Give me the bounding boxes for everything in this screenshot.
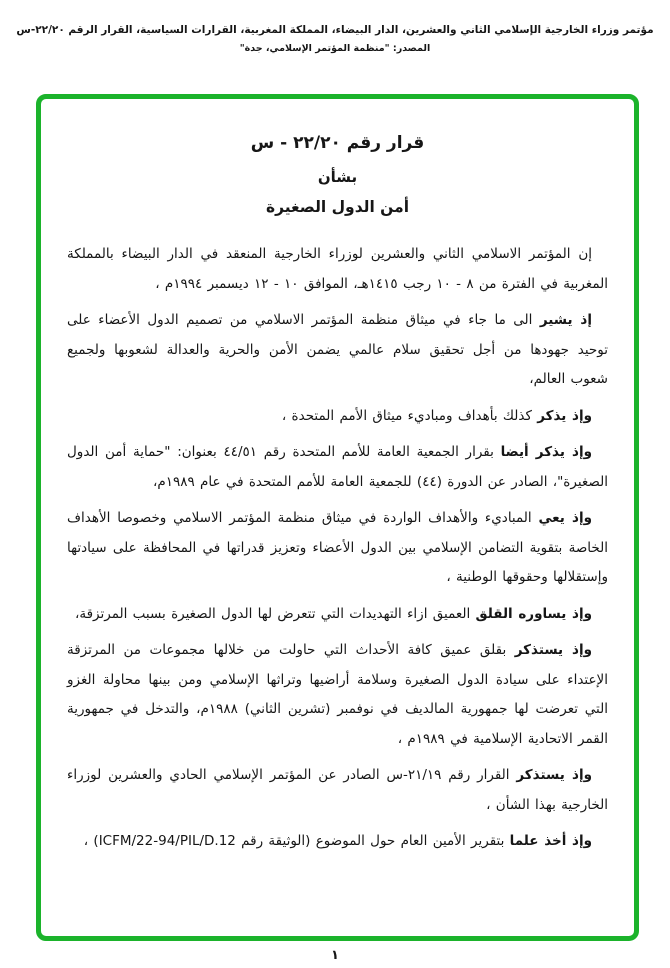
paragraph-lead: وإذ يذكر أيضا [500,444,593,460]
paragraph-lead: وإذ يستذكر [514,642,592,658]
paragraph-lead: وإذ يساوره القلق [475,605,592,622]
paragraph-text: المباديء والأهداف الواردة في ميثاق منظمة المؤتمر الاسلامي وخصوصا الأهداف الخاصة بتقوية التضامن الإسلامي بين الدول الأعضاء وتعزيز قدراتها في المحافظة على سيادتها وإستقلالها وحقوقها الوطنية ، [67,510,608,585]
paragraph-text: القرار رقم ٢١/١٩-س الصادر عن المؤتمر الإسلامي الحادي والعشرين لوزراء الخارجية بهذا الشأن ، [67,767,608,813]
resolution-paragraph [67,827,608,857]
resolution-regarding: بشأن [317,168,358,186]
paragraph-lead: وإذ يذكر [537,407,592,424]
resolution-number-line: قرار رقم ٢٢/٢٠ - س [250,133,425,153]
resolution-paragraph [67,504,608,593]
resolution-frame [36,94,639,941]
resolution-paragraph [67,306,608,395]
resolution-paragraph [67,600,608,630]
page-number: ١ [331,948,339,963]
resolution-paragraph [67,240,608,299]
paragraph-text: بقرار الجمعية العامة للأمم المتحدة رقم ٤٤/٥١ بعنوان: "حماية أمن الدول الصغيرة"، الصادر عن الدورة (٤٤) للجمعية العامة للأمم المتحدة في عام ١٩٨٩م، [67,444,608,490]
resolution-paragraph [67,402,608,432]
paragraph-text: بقلق عميق كافة الأحداث التي حاولت من خلالها مجموعات من المرتزقة الإعتداء على سيادة الدول الصغيرة وسلامة أراضيها وتراثها الإسلامي ومن بينها محاولة الغزو التي تعرضت لها جمهورية المالديف في نوفمبر (تشرين الثاني) ١٩٨٨م، والتدخل في جمهورية القمر الاتحادية الإسلامية في ١٩٨٩م ، [67,642,608,747]
resolution-title [67,133,608,216]
resolution-paragraph [67,438,608,497]
paragraph-lead: وإذ يستذكر [516,767,592,783]
paragraph-lead: وإذ يعي [538,510,592,526]
paragraph-text: العميق ازاء التهديدات التي تتعرض لها الدول الصغيرة بسبب المرتزقة، [74,605,476,622]
paragraph-text: كذلك بأهداف ومباديء ميثاق الأمم المتحدة ، [281,407,538,424]
resolution-body [67,240,608,857]
paragraph-text: بتقرير الأمين العام حول الموضوع (الوثيقة رقم ICFM/22-94/PIL/D.12) ، [83,833,510,849]
source-header-line2: المصدر: "منظمة المؤتمر الإسلامي، جدة" [239,43,431,54]
source-header-line1: مؤتمر وزراء الخارجية الإسلامي الثاني والعشرين، الدار البيضاء، المملكة المغربية، القرارات السياسية، القرار الرقم ٢٢/٢٠-س [16,24,654,36]
source-header [0,24,670,54]
resolution-subject: أمن الدول الصغيرة [265,198,410,216]
resolution-paragraph [67,636,608,754]
paragraph-text: الى ما جاء في ميثاق منظمة المؤتمر الاسلامي من تصميم الدول الأعضاء على توحيد جهودها من أجل تحقيق سلام عالمي يضمن الأمن والحرية والعدالة لشعوبها ولجميع شعوب العالم، [67,312,608,387]
paragraph-lead: إذ يشير [539,312,592,328]
paragraph-lead: وإذ أخذ علما [509,833,592,849]
paragraph-text: إن المؤتمر الاسلامي الثاني والعشرين لوزراء الخارجية المنعقد في الدار البيضاء بالمملكة المغربية في الفترة من ٨ - ١٠ رجب ١٤١٥هـ، الموافق ١٠ - ١٢ ديسمبر ١٩٩٤م ، [67,246,608,292]
resolution-paragraph [67,761,608,820]
